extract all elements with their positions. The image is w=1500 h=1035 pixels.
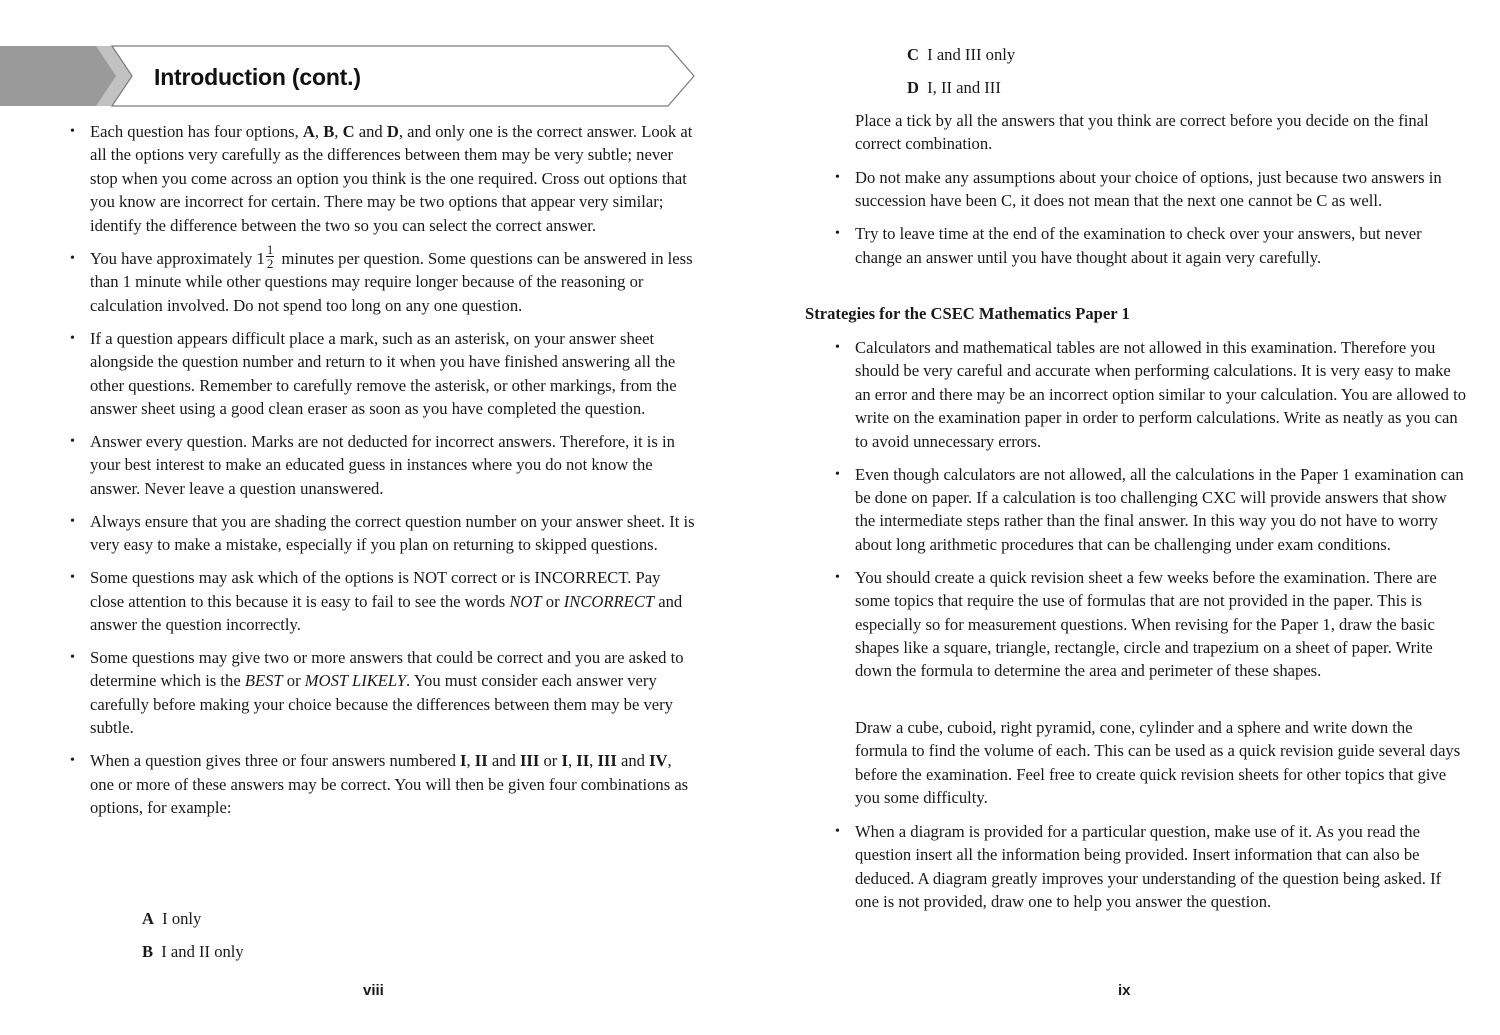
bullet-icon: • [70, 513, 75, 529]
list-item [835, 820, 1465, 914]
text-run: Each question has four options, [90, 122, 303, 141]
list-item-text: Calculators and mathematical tables are not allowed in this examination. Therefore you should be very careful and accurate when performing calculations. It is very easy to make an error and there may be an incorrect option similar to your calculation. You are allowed to write on the examination paper in order to perform calculations. Write as neatly as you can to avoid unnecessary errors. [855, 338, 1467, 451]
list-item [70, 120, 696, 237]
text-run: I [460, 751, 467, 771]
text-run: and [616, 751, 650, 771]
list-item [835, 566, 1467, 683]
bullet-icon: • [70, 570, 75, 586]
revision-paragraph: Draw a cube, cuboid, right pyramid, cone, cylinder and a sphere and write down the formula to find the volume of each. This can be used as a quick revision guide several days before the examination. Feel free to create quick revision sheets for other topics that give you some difficulty. [855, 718, 1461, 808]
left-bullet-list [70, 120, 696, 829]
tick-paragraph: Place a tick by all the answers that you think are correct before you decide on the final correct combination. [855, 111, 1429, 154]
right-bullet-list-b [835, 336, 1467, 692]
option-letter: B [142, 942, 154, 961]
page-number: ix [1118, 982, 1131, 999]
bullet-icon: • [835, 340, 840, 355]
text-run: BEST [244, 671, 283, 691]
list-item-text: Try to leave time at the end of the examination to check over your answers, but never change an answer until you have thought about it again very carefully. [855, 224, 1422, 267]
list-item-text: When a diagram is provided for a particular question, make use of it. As you read the question insert all the information being provided. Insert information that can also be deduced. A diagram greatly improves your understanding of the question being asked. If one is not provided, draw one to help you answer the question. [855, 822, 1442, 912]
text-run: , [314, 122, 324, 141]
text-run: and [487, 751, 520, 771]
text-run: NOT [509, 591, 542, 611]
option-text: I only [162, 909, 202, 928]
text-run: and answer the question incorrectly. [90, 591, 683, 634]
text-run: , [567, 751, 577, 771]
text-run: MOST LIKELY [304, 671, 407, 691]
text-run: minutes per question. Some questions can be answered in less than 1 minute while other questions may require longer because of the reasoning or calculation involved. Do not spend too long on any one question. [90, 248, 693, 315]
bullet-icon: • [835, 824, 840, 839]
list-item-text: Do not make any assumptions about your choice of options, just because two answers in succession have been C, it does not mean that the next one cannot be C as well. [855, 168, 1442, 211]
text-run: INCORRECT [563, 591, 655, 611]
list-item [70, 327, 696, 421]
list-item [70, 566, 696, 636]
option-letter: C [907, 45, 919, 64]
text-run: Some questions may ask which of the options is NOT correct or is INCORRECT. Pay close attention to this because it is easy to fail to see the words [90, 568, 661, 611]
text-run: You have approximately 1 [90, 248, 265, 268]
right-bullet-list-a [835, 166, 1465, 279]
bullet-icon: • [70, 433, 75, 449]
text-run: I [561, 751, 568, 771]
bullet-icon: • [70, 649, 75, 665]
text-run: or [539, 751, 562, 771]
text-run: and [354, 122, 387, 141]
list-item [70, 749, 696, 819]
fraction [266, 243, 275, 270]
option-c [907, 43, 1015, 66]
text-run: , and only one is the correct answer. Look at all the options very carefully as the differences between them may be very subtle; never stop when you come across an option you think is the one required. Cross out options that you know are incorrect for certain. There may be two options that appear very similar; identify the difference between the two so you can select the correct answer. [90, 122, 693, 235]
list-item [835, 222, 1465, 269]
text-run: . You must consider each answer very carefully before making your choice because the differences between them may be very subtle. [90, 671, 673, 738]
option-text: I and III only [927, 45, 1016, 64]
text-run: Some questions may give two or more answers that could be correct and you are asked to determine which is the [90, 647, 684, 691]
text-run: C [342, 122, 355, 141]
text-run: II [576, 751, 590, 771]
bullet-icon: • [835, 569, 840, 585]
text-run: III [519, 751, 540, 771]
bullet-icon: • [70, 250, 75, 266]
text-run: , one or more of these answers may be correct. You will then be given four combinations as options, for example: [90, 751, 689, 817]
list-item [835, 166, 1465, 213]
list-item [70, 510, 696, 557]
text-run: , [466, 751, 475, 771]
text-run: B [323, 122, 335, 141]
bullet-icon: • [835, 226, 840, 242]
text-run: , [334, 122, 343, 141]
bullet-icon: • [70, 330, 75, 346]
right-page [750, 0, 1500, 1035]
text-run: Always ensure that you are shading the correct question number on your answer sheet. It is very easy to make a mistake, especially if you plan on returning to skipped questions. [90, 511, 695, 555]
option-letter: D [907, 78, 919, 97]
page-number: viii [363, 982, 384, 999]
bullet-icon: • [70, 124, 75, 139]
option-text: I, II and III [927, 78, 1001, 97]
list-item [70, 242, 696, 318]
list-item [70, 430, 696, 500]
text-run: If a question appears difficult place a mark, such as an asterisk, on your answer sheet alongside the question number and return to it when you have finished answering all the other questions. Remember to carefully remove the asterisk, or other markings, from the answer sheet using a good clean eraser as soon as you have completed the question. [90, 328, 677, 418]
page-title: Introduction (cont.) [154, 64, 361, 90]
text-run: , [589, 751, 598, 771]
fraction-denominator: 2 [266, 256, 274, 272]
list-item [835, 336, 1467, 453]
text-run: or [541, 591, 564, 611]
section-heading: Strategies for the CSEC Mathematics Paper 1 [805, 304, 1130, 323]
option-a [142, 907, 244, 930]
left-options-list [142, 907, 244, 973]
fraction-numerator: 1 [266, 242, 274, 258]
bullet-icon: • [835, 466, 840, 482]
text-run: A [302, 122, 315, 141]
bullet-icon: • [70, 753, 75, 769]
option-d [907, 76, 1015, 99]
text-run: IV [649, 751, 668, 771]
text-run: Answer every question. Marks are not deducted for incorrect answers. Therefore, it is in your best interest to make an educated guess in instances where you do not know the answer. Never leave a question unanswered. [90, 431, 675, 498]
text-run: III [597, 751, 617, 771]
text-run: D [386, 122, 399, 141]
list-item [70, 646, 696, 740]
list-item-text: Even though calculators are not allowed, all the calculations in the Paper 1 examination can be done on paper. If a calculation is too challenging CXC will provide answers that show the intermediate steps rather than the final answer. In this way you do not have to worry about long arithmetic procedures that can be challenging under exam conditions. [855, 464, 1464, 554]
text-run: When a question gives three or four answers numbered [90, 751, 461, 771]
text-run: or [282, 671, 305, 691]
right-options-list [907, 43, 1015, 109]
option-text: I and II only [161, 942, 244, 961]
option-b [142, 940, 244, 963]
text-run: II [474, 751, 488, 771]
bullet-icon: • [835, 170, 840, 185]
list-item-text: You should create a quick revision sheet a few weeks before the examination. There are some topics that require the use of formulas that are not provided in the paper. This is especially so for measurement questions. When revising for the Paper 1, draw the basic shapes like a square, triangle, rectangle, circle and trapezium on a sheet of paper. Write down the formula to determine the area and perimeter of these shapes. [855, 567, 1437, 681]
right-bullet-list-c [835, 820, 1465, 923]
option-letter: A [142, 909, 154, 928]
list-item [835, 463, 1467, 557]
